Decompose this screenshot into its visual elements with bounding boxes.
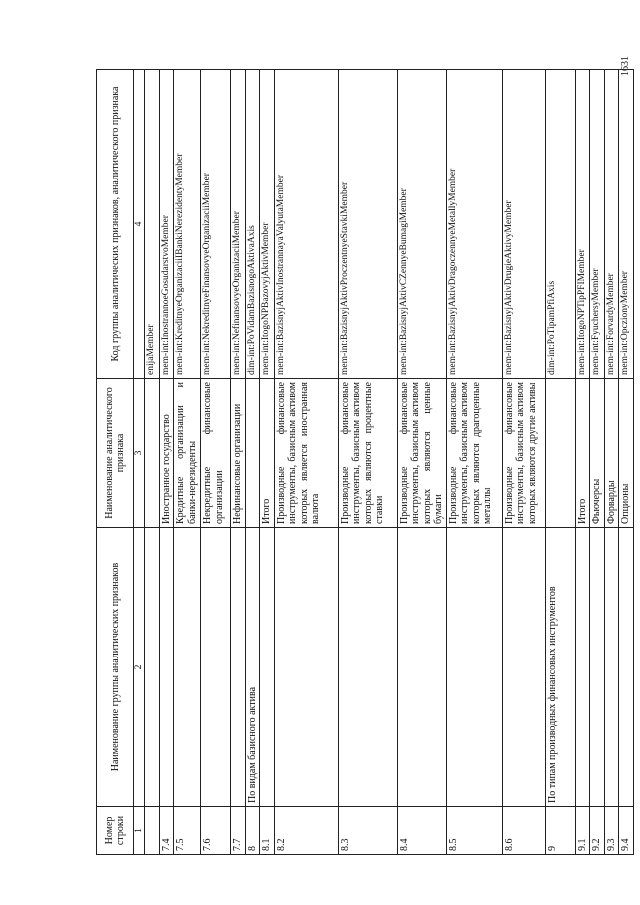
group-name xyxy=(201,528,231,807)
row-number: 8.5 xyxy=(446,807,502,855)
feature-code: mem-int:ItogoNPBazovyjAktivMember xyxy=(260,70,275,379)
analytic-features-table xyxy=(96,69,634,855)
header-group-name: Наименование группы аналитических признаков xyxy=(97,528,134,807)
group-name xyxy=(260,528,275,807)
feature-code: mem-int:NefinansovyeOrganizaciiMember xyxy=(231,70,246,379)
feature-name xyxy=(145,379,160,528)
column-number: 3 xyxy=(134,379,145,528)
feature-name: Некредитные финансовые организации xyxy=(201,379,231,528)
feature-name: Производные финансовые инструменты, базисным активом которых является иностранная валюта xyxy=(274,379,338,528)
feature-name: Опционы xyxy=(619,379,634,528)
table-row xyxy=(274,70,338,855)
feature-name: Итого xyxy=(260,379,275,528)
table-row xyxy=(174,70,201,855)
row-number: 9 xyxy=(545,807,575,855)
row-number: 8.2 xyxy=(274,807,338,855)
column-number: 1 xyxy=(134,807,145,855)
row-number: 8.1 xyxy=(260,807,275,855)
table-row xyxy=(397,70,446,855)
group-name xyxy=(274,528,338,807)
table-row xyxy=(145,70,160,855)
table-row xyxy=(245,70,260,855)
feature-code: dim-int:PoTipamPfiAxis xyxy=(545,70,575,379)
group-name xyxy=(145,528,160,807)
header-row-number: Номер строки xyxy=(97,807,134,855)
row-number: 8.3 xyxy=(338,807,397,855)
feature-name xyxy=(545,379,575,528)
table-row xyxy=(201,70,231,855)
row-number: 8 xyxy=(245,807,260,855)
row-number: 9.2 xyxy=(590,807,605,855)
feature-code: mem-int:BazisnyjAktivInostrannayaValyutaMember xyxy=(274,70,338,379)
feature-code: mem-int:ItogoNPTipPFIMember xyxy=(575,70,590,379)
row-number: 9.4 xyxy=(619,807,634,855)
feature-code: mem-int:BazisnyjAktivDrugieAktivyMember xyxy=(502,70,545,379)
table-row xyxy=(590,70,605,855)
group-name xyxy=(159,528,174,807)
column-number: 4 xyxy=(134,70,145,379)
row-number: 8.6 xyxy=(502,807,545,855)
group-name xyxy=(619,528,634,807)
column-number: 2 xyxy=(134,528,145,807)
group-name: По типам производных финансовых инструментов xyxy=(545,528,575,807)
row-number: 9.1 xyxy=(575,807,590,855)
row-number: 7.6 xyxy=(201,807,231,855)
table-row xyxy=(446,70,502,855)
group-name xyxy=(231,528,246,807)
feature-name: Форварды xyxy=(604,379,619,528)
feature-code: mem-int:OpczionyMember xyxy=(619,70,634,379)
rotated-sheet xyxy=(96,70,631,855)
group-name: По видам базисного актива xyxy=(245,528,260,807)
row-number: 7.4 xyxy=(159,807,174,855)
feature-name: Итого xyxy=(575,379,590,528)
feature-name: Кредитные организации и банки-нерезиденты xyxy=(174,379,201,528)
table-row xyxy=(619,70,634,855)
feature-code: mem-int:KreditnyeOrganizaciiIBankiNerezidentyMember xyxy=(174,70,201,379)
table-row xyxy=(231,70,246,855)
table-row xyxy=(545,70,575,855)
table-row xyxy=(260,70,275,855)
feature-code: mem-int:ForvardyMember xyxy=(604,70,619,379)
feature-code: enijaMember xyxy=(145,70,160,379)
group-name xyxy=(575,528,590,807)
row-number: 9.3 xyxy=(604,807,619,855)
feature-code: mem-int:NekreditnyeFinansovyeOrganizaciiMember xyxy=(201,70,231,379)
feature-name: Производные финансовые инструменты, базисным активом которых являются драгоценные металлы xyxy=(446,379,502,528)
group-name xyxy=(590,528,605,807)
table-row xyxy=(159,70,174,855)
group-name xyxy=(338,528,397,807)
feature-name: Производные финансовые инструменты, базисным активом которых являются другие активы xyxy=(502,379,545,528)
feature-code: mem-int:InostrannoeGosudarstvoMember xyxy=(159,70,174,379)
row-number xyxy=(145,807,160,855)
feature-name: Производные финансовые инструменты, базисным активом которых являются процентные ставки xyxy=(338,379,397,528)
feature-code: mem-int:BazisnyjAktivCZennyeBumagiMember xyxy=(397,70,446,379)
feature-code: mem-int:BazisnyjAktivProczentnyeStavkiMember xyxy=(338,70,397,379)
page-number: 1631 xyxy=(620,56,631,76)
group-name xyxy=(397,528,446,807)
feature-name: Нефинансовые организации xyxy=(231,379,246,528)
feature-name: Иностранное государство xyxy=(159,379,174,528)
group-name xyxy=(502,528,545,807)
row-number: 7.5 xyxy=(174,807,201,855)
table-row xyxy=(604,70,619,855)
feature-code: mem-int:FyuchersyMember xyxy=(590,70,605,379)
group-name xyxy=(604,528,619,807)
table-row xyxy=(575,70,590,855)
feature-name: Производные финансовые инструменты, базисным активом которых являются ценные бумаги xyxy=(397,379,446,528)
feature-code: dim-int:PoVidamBazisnogoAktivaAxis xyxy=(245,70,260,379)
feature-code: mem-int:BazisnyjAktivDragoczennyeMetallyMember xyxy=(446,70,502,379)
group-name xyxy=(174,528,201,807)
header-feature-name: Наименование аналитического признака xyxy=(97,379,134,528)
feature-name: Фьючерсы xyxy=(590,379,605,528)
group-name xyxy=(446,528,502,807)
table-row xyxy=(338,70,397,855)
row-number: 8.4 xyxy=(397,807,446,855)
table-row xyxy=(502,70,545,855)
header-code: Код группы аналитических признаков, аналитического признака xyxy=(97,70,134,379)
feature-name xyxy=(245,379,260,528)
row-number: 7.7 xyxy=(231,807,246,855)
